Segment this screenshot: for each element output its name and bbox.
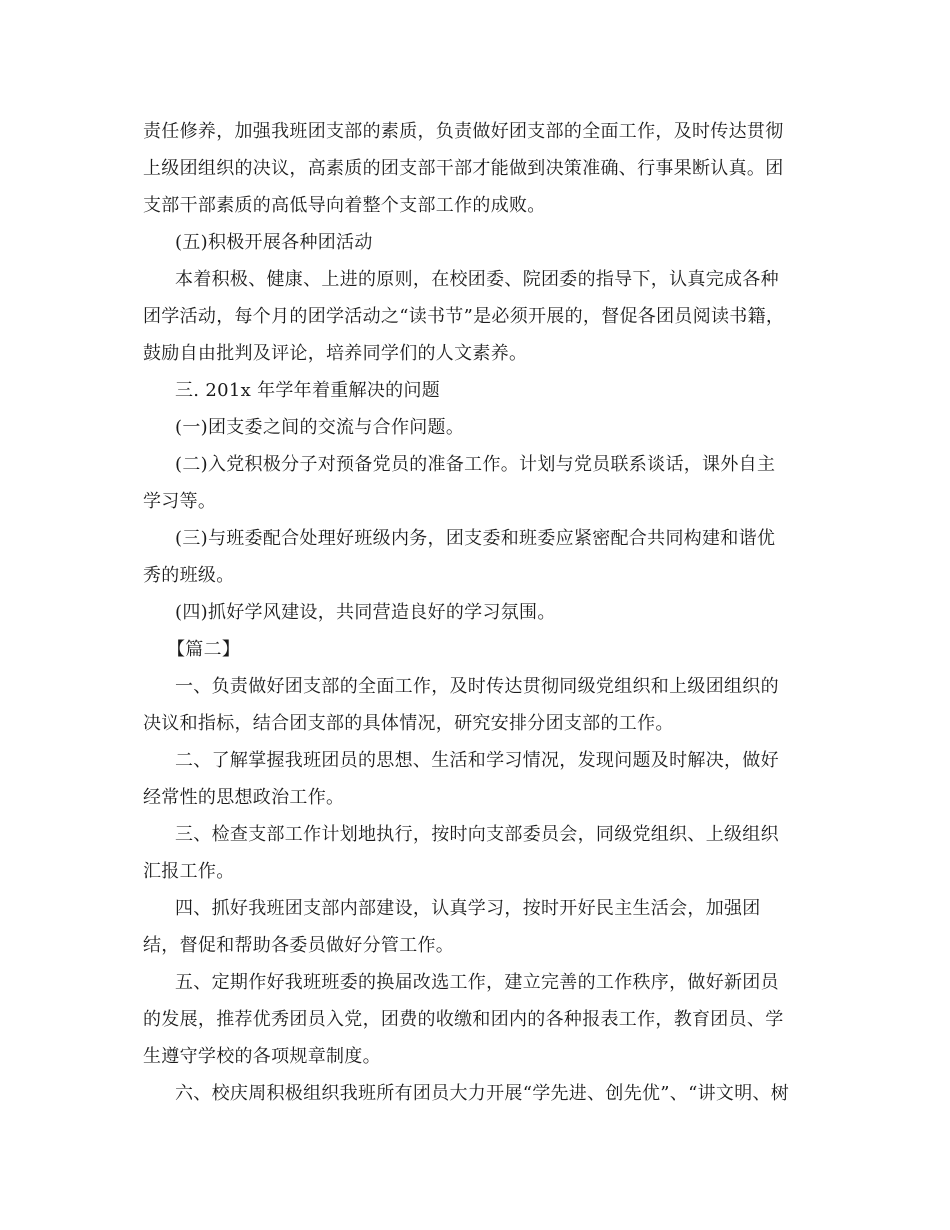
paragraph-line: (一)团支委之间的交流与合作问题。: [175, 417, 465, 438]
paragraph-line: 的发展，推荐优秀团员入党，团费的收缴和团内的各种报表工作，教育团员、学: [143, 1009, 784, 1030]
paragraph-line: 鼓励自由批判及评论，培养同学们的人文素养。: [143, 343, 528, 364]
paragraph-line: 经常性的思想政治工作。: [143, 787, 345, 808]
paragraph-line: 五、定期作好我班班委的换届改选工作，建立完善的工作秩序，做好新团员: [175, 972, 779, 993]
section-heading: 三. 201x 年学年着重解决的问题: [175, 380, 441, 401]
paragraph-line: 学习等。: [143, 491, 217, 512]
paragraph-line: 汇报工作。: [143, 861, 235, 882]
paragraph-line: 本着积极、健康、上进的原则，在校团委、院团委的指导下，认真完成各种: [175, 269, 779, 290]
paragraph-line: 上级团组织的决议，高素质的团支部干部才能做到决策准确、行事果断认真。团: [143, 158, 784, 179]
paragraph-line: (二)入党积极分子对预备党员的准备工作。计划与党员联系谈话，课外自主: [175, 454, 776, 475]
paragraph-line: 一、负责做好团支部的全面工作，及时传达贯彻同级党组织和上级团组织的: [175, 676, 779, 697]
paragraph-line: (三)与班委配合处理好班级内务，团支委和班委应紧密配合共同构建和谐优: [175, 528, 776, 549]
paragraph-line: 秀的班级。: [143, 565, 235, 586]
paragraph-line: 责任修养，加强我班团支部的素质，负责做好团支部的全面工作，及时传达贯彻: [143, 121, 784, 142]
paragraph-line: 结，督促和帮助各委员做好分管工作。: [143, 935, 455, 956]
paragraph-line: 四、抓好我班团支部内部建设，认真学习，按时开好民主生活会，加强团: [175, 898, 761, 919]
paragraph-line: (四)抓好学风建设，共同营造良好的学习氛围。: [175, 602, 556, 623]
section-heading: (五)积极开展各种团活动: [175, 232, 373, 253]
paragraph-line: 三、检查支部工作计划地执行，按时向支部委员会，同级党组织、上级组织: [175, 824, 779, 845]
paragraph-line: 支部干部素质的高低导向着整个支部工作的成败。: [143, 195, 546, 216]
paragraph-line: 决议和指标，结合团支部的具体情况，研究安排分团支部的工作。: [143, 713, 674, 734]
paragraph-line: 团学活动，每个月的团学活动之“读书节”是必须开展的，督促各团员阅读书籍，: [143, 306, 785, 327]
paragraph-line: 生遵守学校的各项规章制度。: [143, 1046, 381, 1067]
paragraph-line: 二、了解掌握我班团员的思想、生活和学习情况，发现问题及时解决，做好: [175, 750, 779, 771]
section-title: 【篇二】: [167, 639, 241, 660]
paragraph-line: 六、校庆周积极组织我班所有团员大力开展“学先进、创先优”、“讲文明、树: [175, 1083, 790, 1104]
